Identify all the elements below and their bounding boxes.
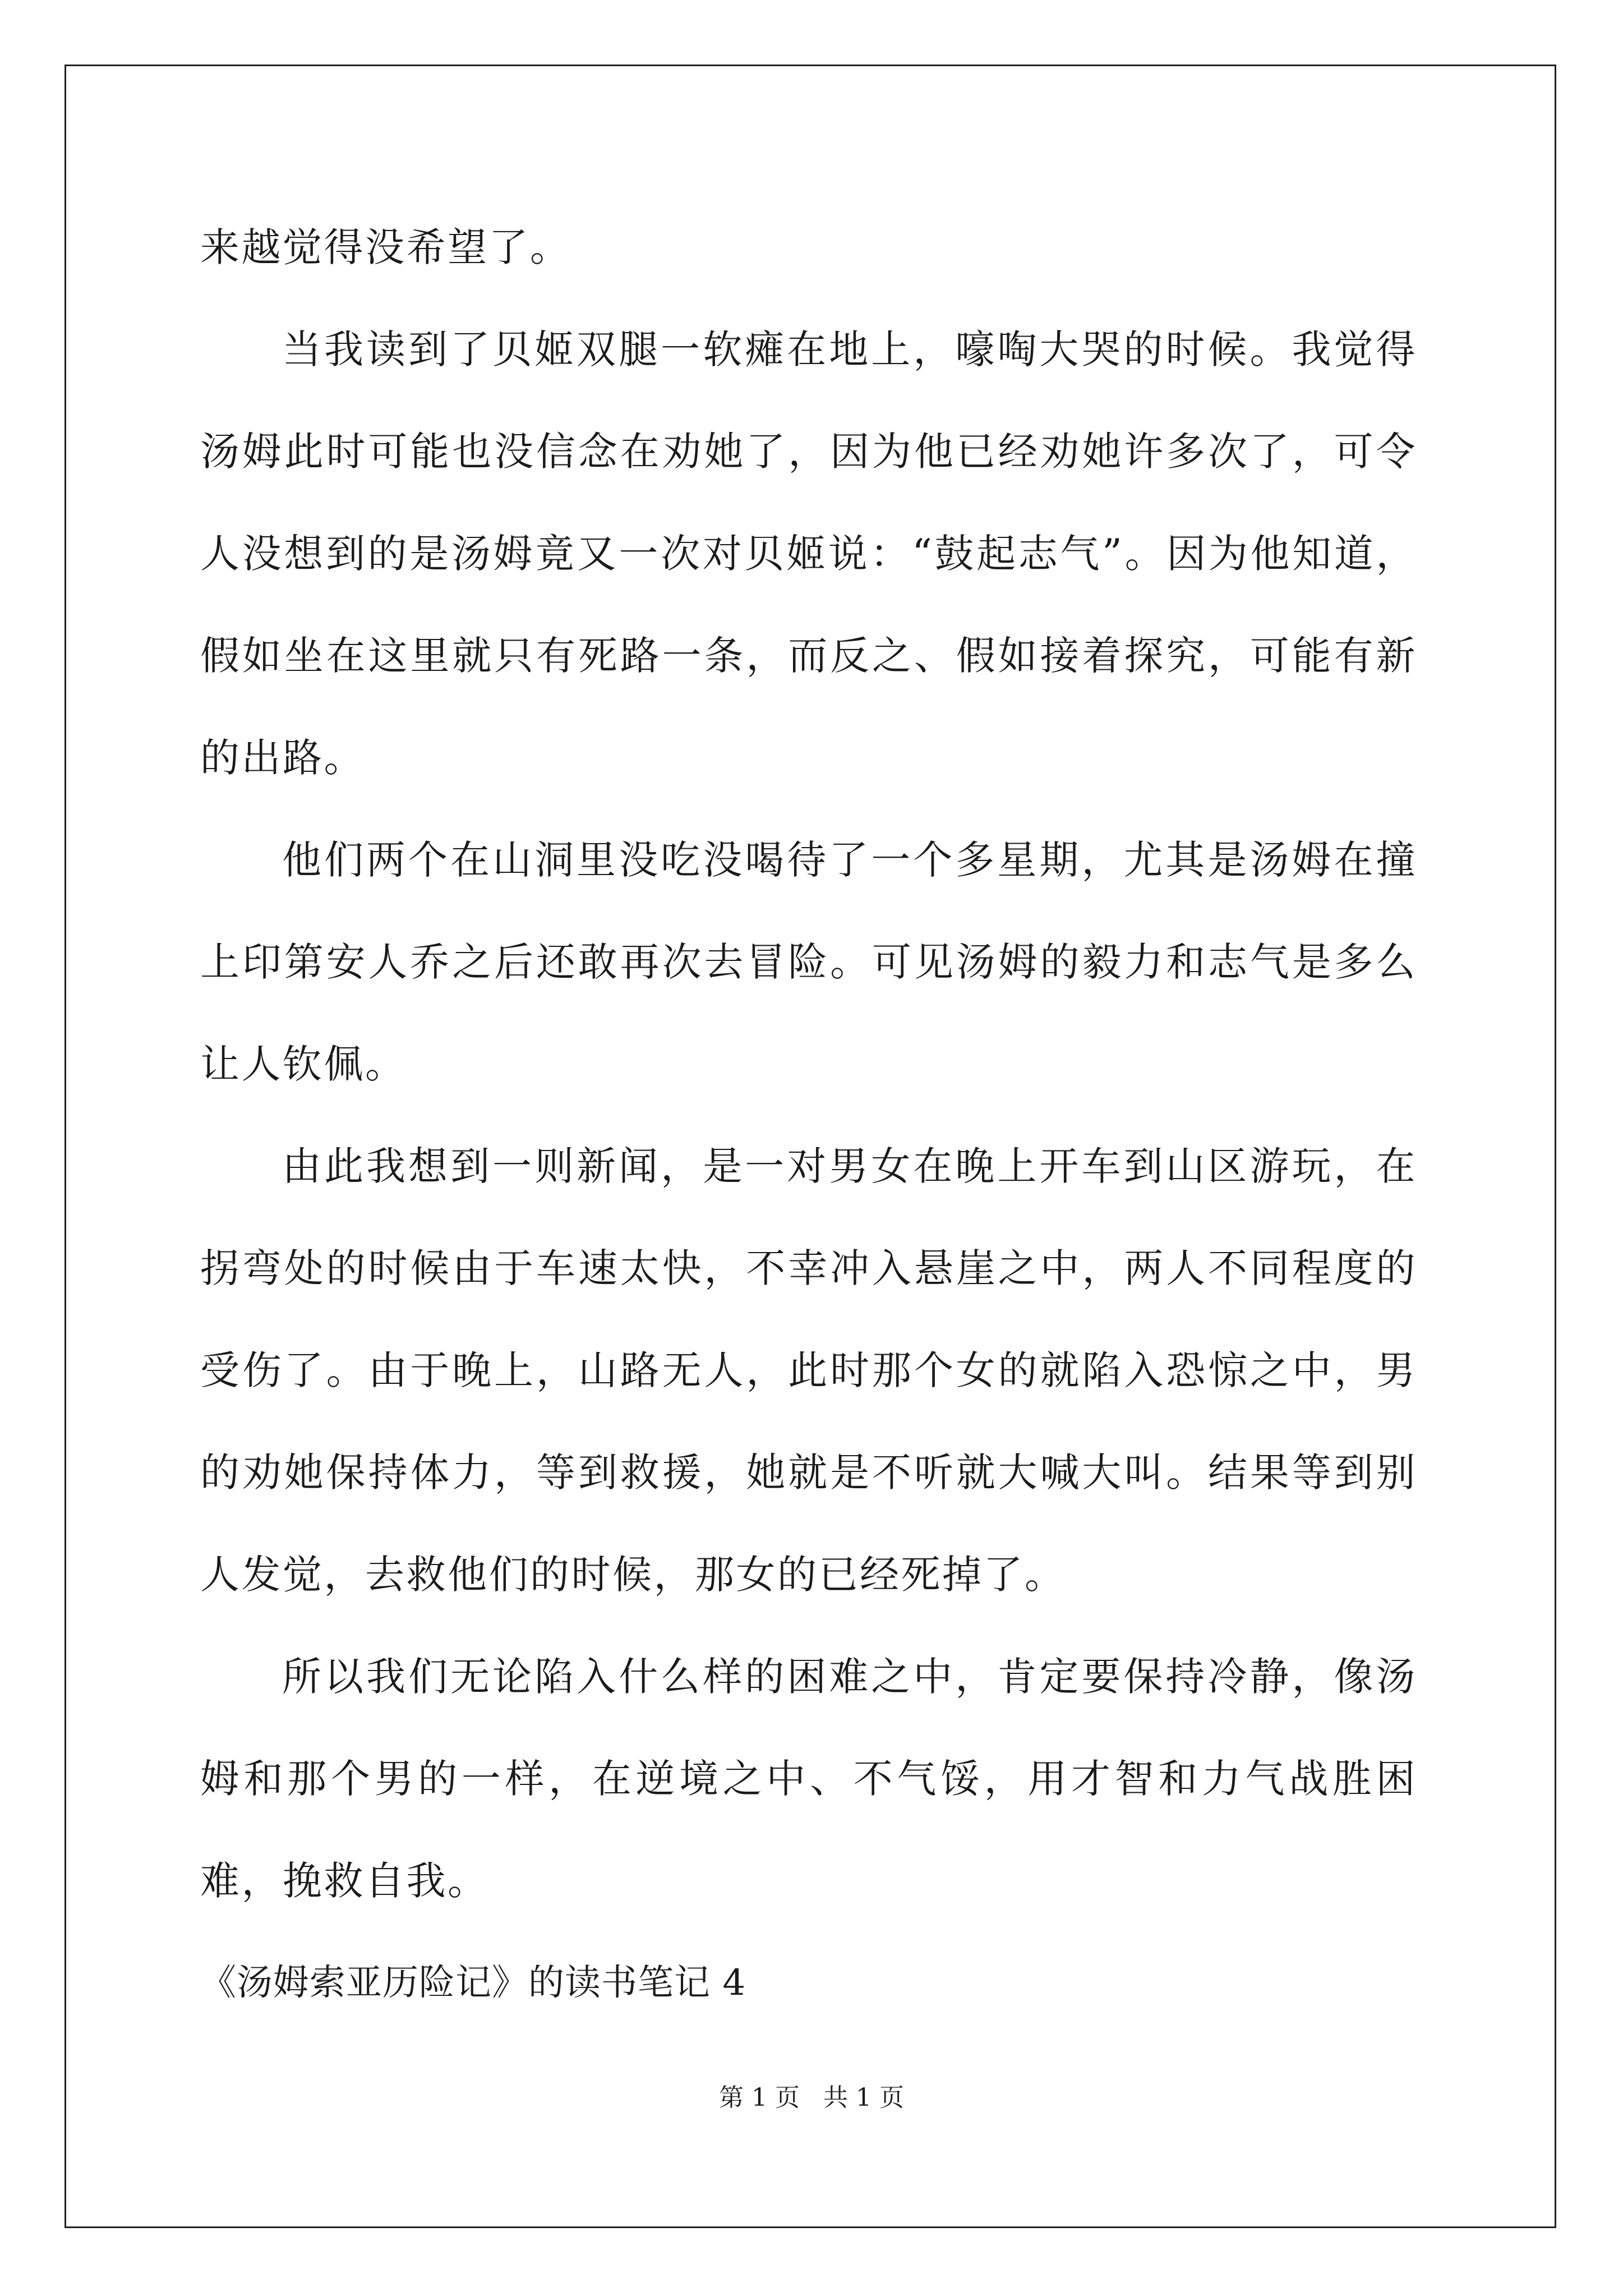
page-footer xyxy=(0,2081,1623,2115)
paragraph: 所以我们无论陷入什么样的困难之中，肯定要保持冷静，像汤姆和那个男的一样，在逆境之中、不气馁，用才智和力气战胜困难，挽救自我。 xyxy=(200,1654,1417,1904)
document-body xyxy=(200,196,1417,2034)
paragraph: 由此我想到一则新闻，是一对男女在晚上开车到山区游玩，在拐弯处的时候由于车速太快，不幸冲入悬崖之中，两人不同程度的受伤了。由于晚上，山路无人，此时那个女的就陷入恐惊之中，男的劝她保持体力，等到救援，她就是不听就大喊大叫。结果等到别人发觉，去救他们的时候，那女的已经死掉了。 xyxy=(200,1143,1417,1598)
page-number: 第 1 页 xyxy=(719,2083,800,2112)
paragraph: 来越觉得没希望了。 xyxy=(200,224,571,270)
section-title: 《汤姆索亚历险记》的读书笔记 4 xyxy=(200,1962,746,2004)
page-total: 共 1 页 xyxy=(823,2083,904,2112)
paragraph: 他们两个在山洞里没吃没喝待了一个多星期，尤其是汤姆在撞上印第安人乔之后还敢再次去冒险。可见汤姆的毅力和志气是多么让人钦佩。 xyxy=(200,837,1417,1087)
paragraph: 当我读到了贝姬双腿一软瘫在地上，嚎啕大哭的时候。我觉得汤姆此时可能也没信念在劝她了，因为他已经劝她许多次了，可令人没想到的是汤姆竟又一次对贝姬说：“鼓起志气”。因为他知道，假如坐在这里就只有死路一条，而反之、假如接着探究，可能有新的出路。 xyxy=(200,326,1417,781)
